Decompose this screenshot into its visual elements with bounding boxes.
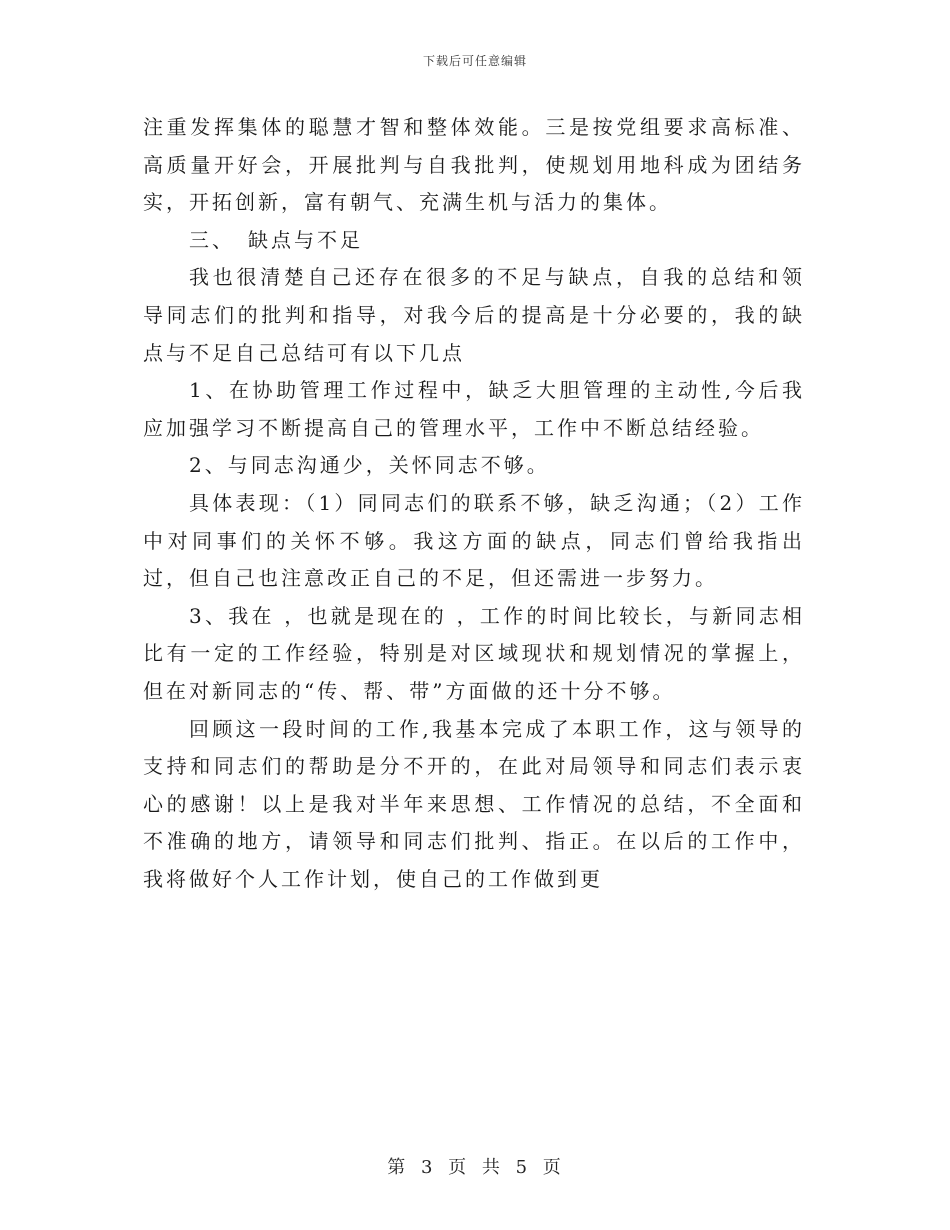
paragraph-point-3: 3、我在 ，也就是现在的 ，工作的时间比较长，与新同志相比有一定的工作经验，特别是对区域现状和规划情况的掌握上，但在对新同志的“传、帮、带”方面做的还十分不够。 (143, 603, 805, 703)
paragraph-specific-performance: 具体表现：（1）同同志们的联系不够，缺乏沟通；（2）工作中对同事们的关怀不够。我这方面的缺点，同志们曾给我指出过，但自己也注意改正自己的不足，但还需进一步努力。 (143, 490, 805, 591)
page-header-note: 下载后可任意编辑 (422, 54, 527, 68)
paragraph-point-1: 1、在协助管理工作过程中，缺乏大胆管理的主动性,今后我应加强学习不断提高自己的管理水平，工作中不断总结经验。 (143, 378, 805, 440)
page-number-footer: 第 3 页 共 5 页 (387, 1157, 563, 1178)
section-heading-shortcomings: 三、 缺点与不足 (189, 227, 363, 252)
document-body (143, 109, 805, 898)
paragraph-intro-continuation: 注重发挥集体的聪慧才智和整体效能。三是按党组要求高标准、高质量开好会，开展批判与自我批判，使规划用地科成为团结务实，开拓创新，富有朝气、充满生机与活力的集体。 (143, 115, 805, 215)
paragraph-self-awareness: 我也很清楚自己还存在很多的不足与缺点，自我的总结和领导同志们的批判和指导，对我今后的提高是十分必要的，我的缺点与不足自己总结可有以下几点 (143, 265, 805, 365)
paragraph-conclusion: 回顾这一段时间的工作,我基本完成了本职工作，这与领导的支持和同志们的帮助是分不开的，在此对局领导和同志们表示衷心的感谢！以上是我对半年来思想、工作情况的总结，不全面和不准确的地方，请领导和同志们批判、指正。在以后的工作中，我将做好个人工作计划，使自己的工作做到更 (143, 716, 805, 891)
paragraph-point-2: 2、与同志沟通少，关怀同志不够。 (189, 453, 550, 478)
